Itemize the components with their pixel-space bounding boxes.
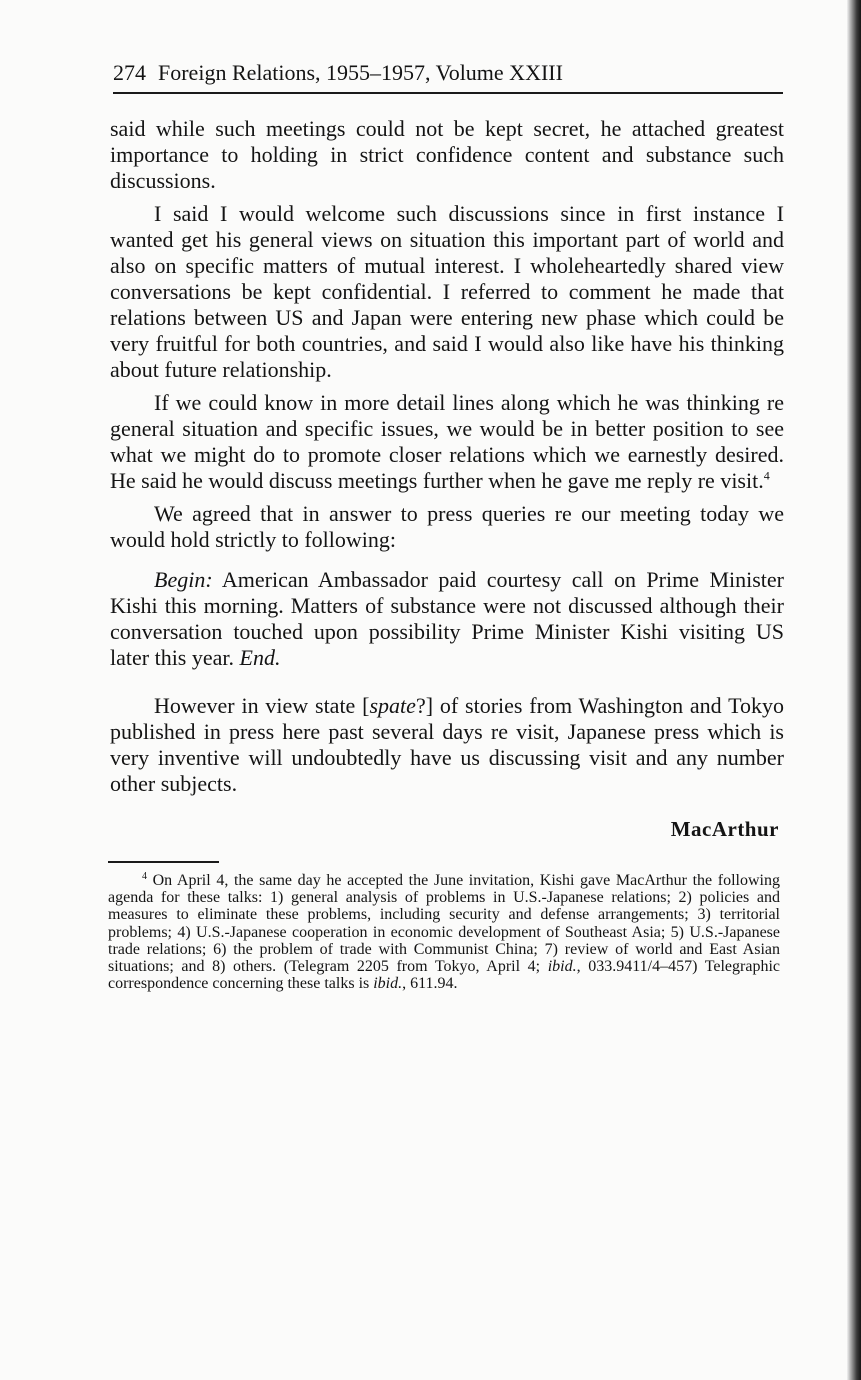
paragraph-5 (110, 693, 784, 797)
page-edge-shadow (847, 0, 861, 1380)
quote-text: American Ambassador paid courtesy call on Prime Minister Kishi this morning. Matters of substance were not discussed although their conversation touched upon possibility Prime Minister Kishi visiting US later this year. (110, 567, 784, 670)
press-statement (110, 567, 784, 671)
body-text (110, 116, 784, 804)
footnote (108, 872, 780, 992)
footnote-text-a: On April 4, the same day he accepted the June invitation, Kishi gave MacArthur the following agenda for these talks: 1) general analysis of problems in U.S.-Japanese relations; 2) policies and measures to eliminate these problems, including security and defense arrangements; 3) territorial problems; 4) U.S.-Japanese cooperation in economic development of Southeast Asia; 5) U.S.-Japanese trade relations; 6) the problem of trade with Communist China; 7) review of world and East Asian situations; and 8) others. (Telegram 2205 from Tokyo, April 4; (108, 872, 780, 976)
footnote-ibid-1: ibid. (547, 958, 577, 976)
quote-begin-marker: Begin: (154, 567, 213, 592)
running-title: Foreign Relations, 1955–1957, Volume XXIII (158, 60, 563, 85)
footnote-text-b: , 033.9411/4–457) Telegraphic correspondence concerning these talks is (108, 958, 780, 993)
quote-end-marker: End. (239, 645, 281, 670)
footnote-text-c: , 611.94. (402, 975, 458, 993)
paragraph-4: We agreed that in answer to press queries re our meeting today we would hold strictly to following: (110, 501, 784, 552)
paragraph-3 (110, 390, 784, 494)
paragraph-1: said while such meetings could not be kept secret, he attached greatest importance to holding in strict confidence content and substance such discussions. (110, 116, 784, 193)
page-number: 274 (113, 60, 146, 85)
paragraph-5-text-b: ?] of stories from Washington and Tokyo published in press here past several days re visit, Japanese press which is very inventive will undoubtedly have us discussing visit and any number other subjects. (110, 693, 785, 796)
spate-word: spate (369, 693, 416, 718)
footnote-mark: 4 (142, 870, 147, 882)
footnote-ibid-2: ibid. (373, 975, 403, 993)
footnote-reference: 4 (763, 468, 770, 483)
paragraph-2: I said I would welcome such discussions since in first instance I wanted get his general views on situation this important part of world and also on specific matters of mutual interest. I wholeheartedly shared view conversations be kept confidential. I referred to comment he made that relations between US and Japan were entering new phase which could be very fruitful for both countries, and said I would also like have his thinking about future relationship. (110, 201, 784, 382)
paragraph-5-text-a: However in view state [ (154, 693, 370, 718)
footnote-divider (108, 861, 219, 863)
paragraph-3-text: If we could know in more detail lines along which he was thinking re general situation and specific issues, we would be in better position to see what we might do to promote closer relations which we earnestly desired. He said he would discuss meetings further when he gave me reply re visit. (110, 390, 784, 493)
running-header (113, 58, 783, 94)
signature: MacArthur (670, 817, 779, 841)
